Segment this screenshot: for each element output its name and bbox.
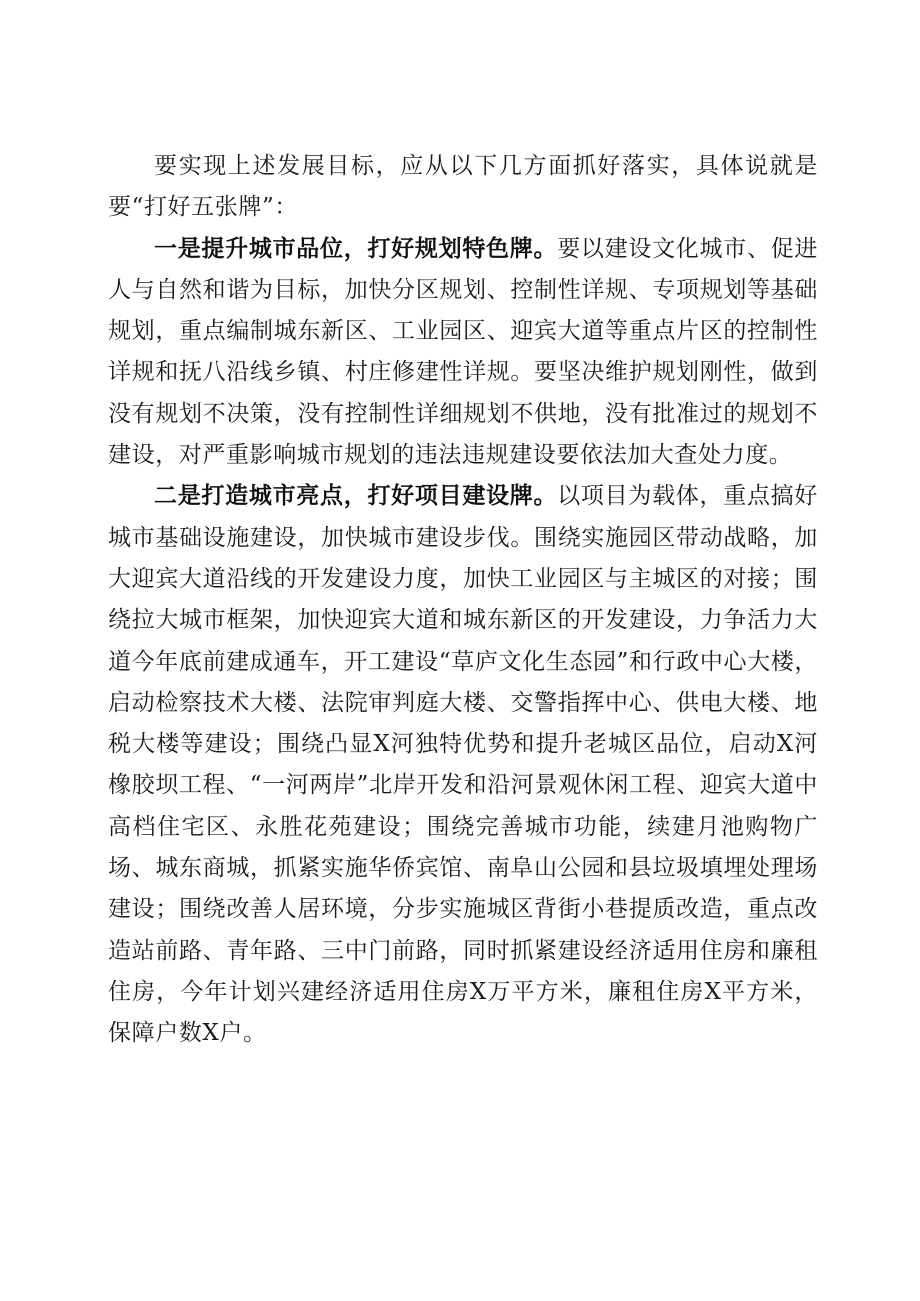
paragraph-projects-text: 以项目为载体，重点搞好城市基础设施建设，加快城市建设步伐。围绕实施园区带动战略，加大迎宾大道沿线的开发建设力度，加快工业园区与主城区的对接；围绕拉大城市框架，加快迎宾大道和城东新区的开发建设，力争活力大道今年底前建成通车，开工建设“草庐文化生态园”和行政中心大楼，启动检察技术大楼、法院审判庭大楼、交警指挥中心、供电大楼、地税大楼等建设；围绕凸显X河独特优势和提升老城区品位，启动X河橡胶坝工程、“一河两岸”北岸开发和沿河景观休闲工程、迎宾大道中高档住宅区、永胜花苑建设；围绕完善城市功能，续建月池购物广场、城东商城，抓紧实施华侨宾馆、南阜山公园和县垃圾填埋处理场建设；围绕改善人居环境，分步实施城区背街小巷提质改造，重点改造站前路、青年路、三中门前路，同时抓紧建设经济适用住房和廉租住房，今年计划兴建经济适用住房X万平方米，廉租住房X平方米，保障户数X户。	[108, 483, 818, 1047]
paragraph-planning-text: 要以建设文化城市、促进人与自然和谐为目标，加快分区规划、控制性详规、专项规划等基础规划，重点编制城东新区、工业园区、迎宾大道等重点片区的控制性详规和抚八沿线乡镇、村庄修建性详规。要坚决维护规划刚性，做到没有规划不决策，没有控制性详细规划不供地，没有批准过的规划不建设，对严重影响城市规划的违法违规建设要依法加大查处力度。	[108, 235, 818, 469]
document-body	[108, 146, 818, 1055]
paragraph-intro-text: 要实现上述发展目标，应从以下几方面抓好落实，具体说就是要“打好五张牌”：	[108, 153, 818, 221]
paragraph-planning	[108, 229, 818, 477]
paragraph-projects-lead: 二是打造城市亮点，打好项目建设牌。	[154, 483, 558, 510]
paragraph-intro	[108, 146, 818, 229]
paragraph-planning-lead: 一是提升城市品位，打好规划特色牌。	[154, 235, 558, 262]
paragraph-projects	[108, 476, 818, 1054]
